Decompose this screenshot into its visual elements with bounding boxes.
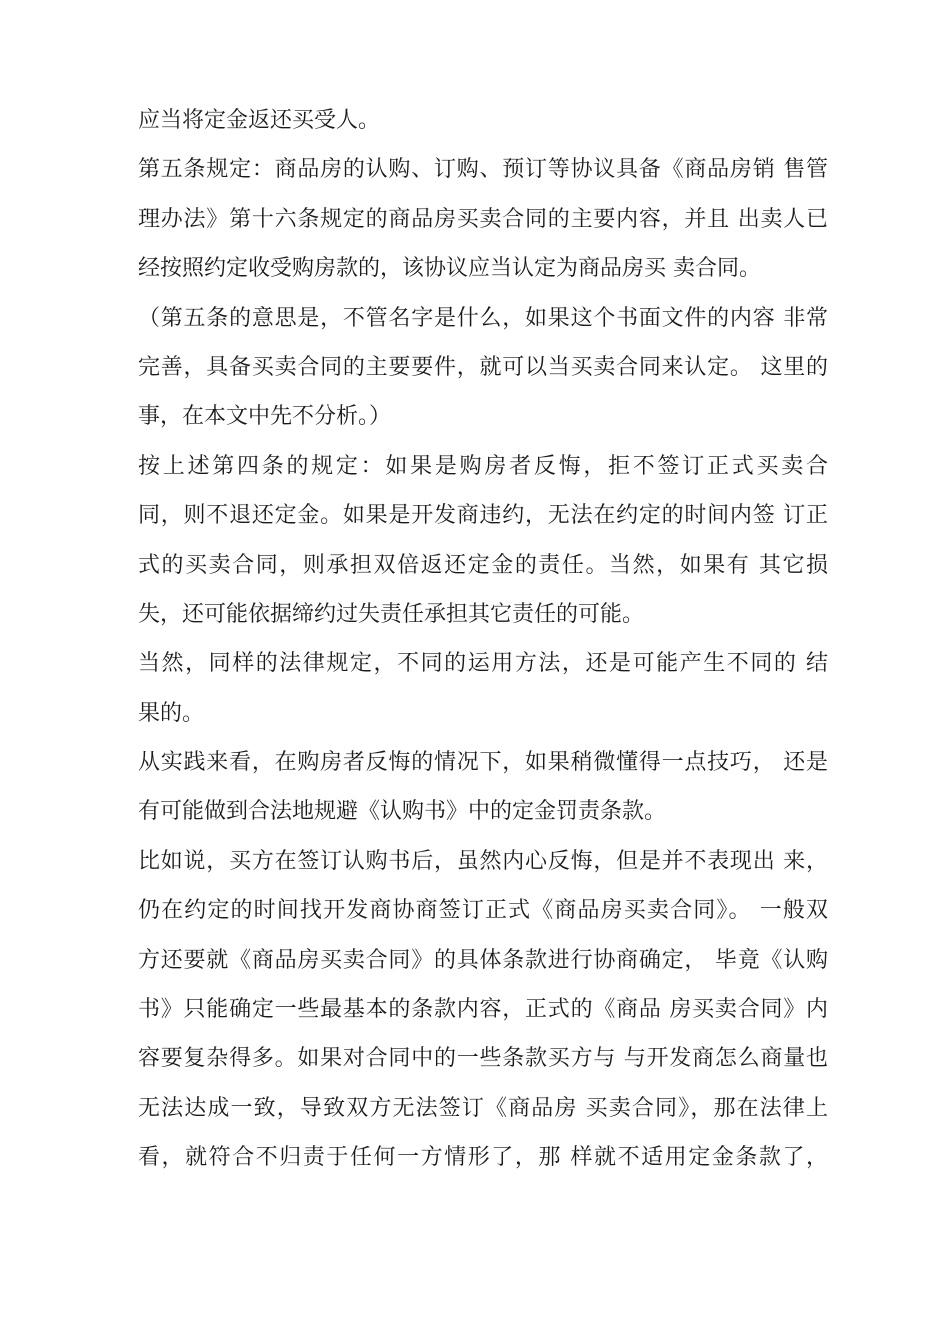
text-line: 从实践来看，在购房者反悔的情况下，如果稍微懂得一点技巧， 还是 [138, 750, 828, 776]
text-line: 同，则不退还定金。如果是开发商违约，无法在约定的时间内签 订正 [138, 503, 828, 529]
text-line: 比如说，买方在签订认购书后，虽然内心反悔，但是并不表现出 来， [138, 848, 828, 874]
text-line: 应当将定金返还买受人。 [138, 108, 381, 133]
text-line: 方还要就《商品房买卖合同》的具体条款进行协商确定， 毕竟《认购 [138, 947, 828, 973]
text-line: 果的。 [138, 700, 205, 726]
text-line: 理办法》第十六条规定的商品房买卖合同的主要内容，并且 出卖人已 [138, 206, 828, 232]
text-line: 完善，具备买卖合同的主要要件，就可以当买卖合同来认定。 这里的 [138, 354, 828, 380]
text-line: 事，在本文中先不分析。） [138, 404, 392, 430]
text-line: 无法达成一致，导致双方无法签订《商品房 买卖合同》，那在法律上 [138, 1095, 828, 1121]
text-line: （第五条的意思是，不管名字是什么，如果这个书面文件的内容 非常 [138, 305, 828, 331]
text-line: 当然，同样的法律规定，不同的运用方法，还是可能产生不同的 结 [138, 651, 828, 677]
body-text [138, 96, 828, 1183]
text-line: 有可能做到合法地规避《认购书》中的定金罚责条款。 [138, 799, 667, 825]
text-line: 仍在约定的时间找开发商协商签订正式《商品房买卖合同》。 一般双 [138, 898, 828, 924]
text-line: 书》只能确定一些最基本的条款内容，正式的《商品 房买卖合同》内 [138, 997, 828, 1023]
text-line: 式的买卖合同，则承担双倍返还定金的责任。当然，如果有 其它损 [138, 552, 828, 578]
text-line: 容要复杂得多。如果对合同中的一些条款买方与 与开发商怎么商量也 [138, 1046, 828, 1072]
text-line: 第五条规定：商品房的认购、订购、预订等协议具备《商品房销 售管 [138, 157, 828, 183]
text-line: 失，还可能依据缔约过失责任承担其它责任的可能。 [138, 601, 645, 627]
text-line: 按上述第四条的规定：如果是购房者反悔，拒不签订正式买卖合 [138, 453, 828, 479]
text-line: 经按照约定收受购房款的，该协议应当认定为商品房买 卖合同。 [138, 256, 761, 282]
text-line: 看，就符合不归责于任何一方情形了，那 样就不适用定金条款了， [138, 1145, 828, 1171]
